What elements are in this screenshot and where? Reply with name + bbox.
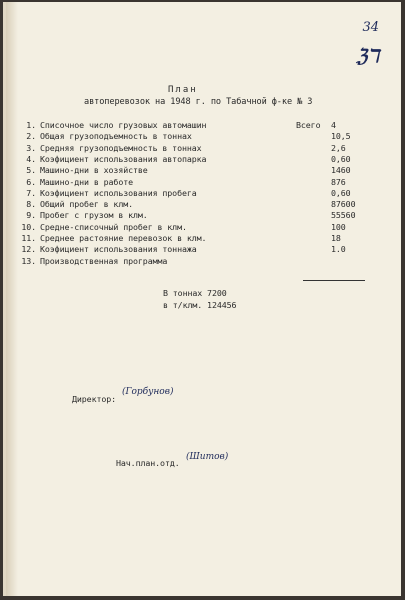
- row-note: Всего: [296, 120, 321, 130]
- row-value: 1460: [331, 165, 351, 176]
- director-label: Директор:: [72, 394, 117, 404]
- row-label: Машино-дни в работе: [40, 176, 134, 187]
- row-value: 10,5: [331, 131, 351, 142]
- row-number: 2.: [26, 131, 36, 142]
- document-subtitle: автоперевозок на 1948 г. по Табачной ф-ке № 3: [84, 97, 313, 107]
- plan-row: [20, 199, 380, 210]
- row-label: Коэфициент использования автопарка: [40, 153, 207, 164]
- document-page: [3, 2, 401, 596]
- page-number: 34: [362, 20, 379, 35]
- plan-row: [20, 177, 380, 188]
- row-number: 9.: [26, 210, 36, 221]
- plan-row: [20, 120, 380, 131]
- row-number: 10.: [21, 221, 36, 232]
- row-label: Средняя грузоподъемность в тоннах: [40, 142, 202, 153]
- plan-row: [20, 154, 380, 165]
- handwritten-mark: ℨℸ: [356, 46, 379, 67]
- row-number: 7.: [26, 187, 36, 198]
- row-number: 3.: [26, 142, 36, 153]
- row-label: Пробег с грузом в клм.: [40, 210, 148, 221]
- row-value: 0,60: [331, 187, 351, 198]
- total-tkm: в т/клм. 124456: [163, 300, 237, 310]
- row-number: 8.: [26, 199, 36, 210]
- total-rule: [303, 280, 365, 281]
- row-number: 12.: [21, 244, 36, 255]
- row-label: Машино-дни в хозяйстве: [40, 165, 148, 176]
- row-value: 876: [331, 176, 346, 187]
- row-value: 0,60: [331, 153, 351, 164]
- row-label: Среднее растояние перевозок в клм.: [40, 233, 207, 243]
- row-label: Списочное число грузовых автомашин: [40, 120, 207, 130]
- document-title: План: [168, 85, 198, 95]
- director-signature: (Горбунов): [122, 387, 174, 397]
- row-value: 55560: [331, 210, 356, 221]
- row-number: 1.: [26, 120, 36, 130]
- row-number: 4.: [26, 153, 36, 164]
- row-label: Общий пробег в клм.: [40, 199, 134, 210]
- total-tons: В тоннах 7200: [163, 288, 227, 298]
- row-label: Средне-списочный пробег в клм.: [40, 221, 187, 232]
- plan-row: [20, 244, 380, 255]
- row-number: 13.: [21, 255, 36, 266]
- plan-row: [20, 222, 380, 233]
- plan-row: [20, 233, 380, 244]
- plan-row: [20, 143, 380, 154]
- row-label: Производственная программа: [40, 255, 168, 266]
- plan-row: [20, 210, 380, 221]
- plan-row: [20, 188, 380, 199]
- row-value: 1.0: [331, 244, 346, 255]
- row-value: 4: [331, 120, 336, 130]
- row-label: Общая грузоподъемность в тоннах: [40, 131, 192, 142]
- row-number: 11.: [21, 233, 36, 243]
- plan-row: [20, 165, 380, 176]
- row-value: 100: [331, 221, 346, 232]
- row-value: 87600: [331, 199, 356, 210]
- planning-head-signature: (Шитов): [186, 452, 229, 462]
- row-value: 2,6: [331, 142, 346, 153]
- planning-head-label: Нач.план.отд.: [116, 458, 180, 468]
- row-number: 6.: [26, 176, 36, 187]
- row-value: 18: [331, 233, 341, 243]
- row-label: Коэфициент использования тоннажа: [40, 244, 197, 255]
- plan-row: [20, 131, 380, 142]
- plan-row: [20, 256, 380, 267]
- row-number: 5.: [26, 165, 36, 176]
- binding-shadow: [6, 2, 18, 596]
- row-label: Коэфициент использования пробега: [40, 187, 197, 198]
